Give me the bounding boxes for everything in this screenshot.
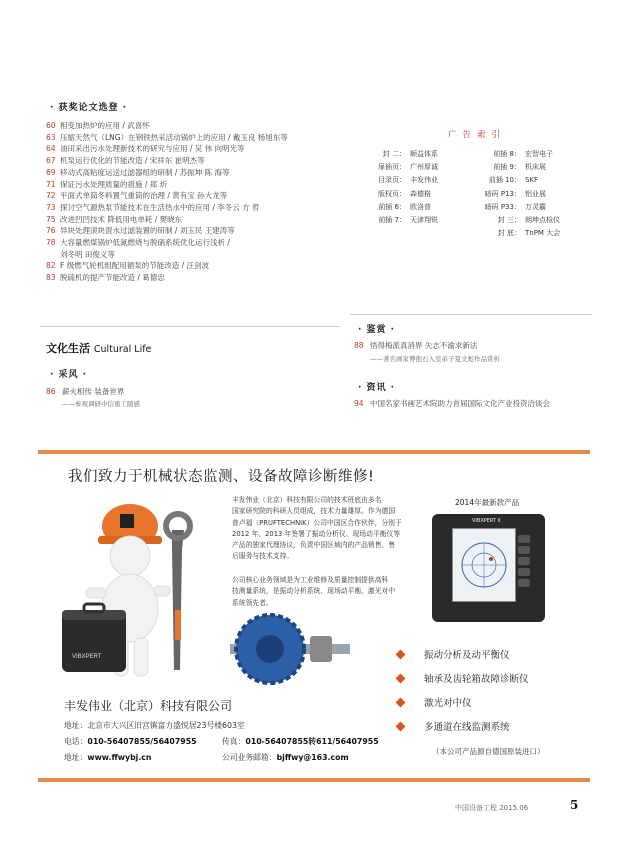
company-name: 丰发伟业（北京）科技有限公司 (64, 699, 233, 713)
service-item (397, 666, 529, 690)
ad-index-cell (362, 148, 477, 161)
toc-item (46, 120, 346, 132)
device-screen (452, 528, 516, 602)
diamond-bullet-icon (396, 697, 406, 707)
toc-title: 油田采出污水处理新技术的研究与应用 / 吴 伟 向明光等 (60, 144, 245, 154)
email-link[interactable]: bjffwy@163.com (276, 753, 349, 762)
zixun-item (354, 398, 550, 409)
company-business (232, 575, 428, 609)
toc-page: 72 (46, 191, 56, 201)
toc-title: 相变加热炉的应用 / 武喜怀 (60, 121, 150, 130)
ad-index-row (362, 201, 592, 214)
service-label: 激光对中仪 (424, 698, 472, 709)
ad-index-key: 扉插页： (378, 163, 406, 172)
toc-title: 压缩天然气（LNG）在钢铁热采活动锅炉上的应用 / 戴玉良 杨旭东等 (60, 132, 288, 142)
ad-index-key: 前插 8： (493, 150, 521, 158)
ad-index-row (362, 148, 592, 161)
ad-index-value: 朗坤点检仪 (525, 215, 560, 224)
address-line (64, 720, 245, 731)
toc-item (46, 249, 346, 261)
toc-title: 保证污水处理质量的措施 / 郑 炘 (60, 179, 168, 189)
ad-headline: 我们致力于机械状态监测、设备故障诊断维修! (68, 469, 375, 485)
toc-title: 改进凹凹技术 降低用电单耗 / 樊晓东 (60, 214, 183, 224)
ad-index-key: 前插 10： (488, 176, 521, 185)
ad-index-cell (477, 227, 592, 240)
caifeng-title: 薪火相传 装备世界 (62, 387, 125, 396)
ad-index-row (362, 188, 592, 201)
caifeng-heading: · 采风 · (50, 370, 88, 380)
toc-item (46, 225, 346, 237)
toc-page: 63 (46, 132, 56, 142)
service-item (397, 690, 529, 714)
ad-index-cell (477, 148, 592, 161)
toc-title: 刘冬明 田俊义等 (60, 249, 115, 259)
toc-page: 64 (46, 144, 56, 154)
product-label: 2014年最新款产品 (455, 498, 520, 507)
case-brand: VIBXPERT (72, 654, 102, 660)
toc-title: 移动式高粘度运送过滤器组的研制 / 苏振坤 陈 海等 (60, 167, 230, 177)
gear-shaft-illustration (230, 606, 350, 692)
ad-index-key: 目录页： (378, 176, 406, 185)
toc-page: 75 (46, 214, 56, 224)
ad-index-cell (477, 188, 592, 201)
toc-page: 78 (46, 238, 56, 248)
company-intro (232, 495, 428, 563)
zixun-title: 中国名家书画艺术院助力首届国际文化产业投资洽谈会 (370, 399, 550, 408)
ad-index-row (362, 227, 592, 240)
ad-index-grid (362, 148, 592, 240)
culture-title-en: Cultural Life (93, 344, 152, 355)
toc-item (46, 272, 346, 284)
jianshang-sub: ——著名画家傅抱石入室弟子夏文彪作品赏析 (370, 355, 500, 363)
ad-index-key: 前插 9： (493, 163, 521, 172)
divider-left (40, 326, 340, 327)
toc-item (46, 132, 346, 144)
toc-item (46, 260, 346, 272)
toc-page: 60 (46, 121, 56, 130)
ad-index-row (362, 161, 592, 174)
website-link[interactable]: www.ffwybj.cn (87, 753, 152, 762)
ad-index-row (362, 174, 592, 187)
web-line (64, 752, 151, 763)
toc-item (46, 179, 346, 191)
ad-index-value: 欧洛普 (410, 202, 431, 211)
paragraph-line: 2012 年、2013 年签署了振动分析仪、现场动平衡仪等 (232, 529, 401, 538)
email-line (222, 752, 349, 763)
ad-index-key: 封 三： (497, 215, 521, 224)
jianshang-page: 88 (354, 341, 364, 350)
ad-index-cell (362, 161, 477, 174)
culture-title-cn: 文化生活 (46, 342, 90, 355)
awards-heading: · 获奖论文选登 · (50, 103, 128, 113)
ad-index-cell (477, 161, 592, 174)
ad-bottom-bar (38, 778, 590, 782)
paragraph-line: 公司核心业务领域是为工业维修及质量控制提供高科 (232, 576, 389, 584)
phone: 010-56407855/56407955 (87, 737, 197, 746)
ad-index-key: 暗码 P13： (484, 189, 521, 198)
mascot-illustration (58, 490, 208, 690)
services-list (397, 642, 529, 738)
ad-index-key: 版权页： (378, 189, 406, 198)
service-item (397, 714, 529, 738)
divider-right (350, 314, 592, 315)
ad-index-cell (362, 188, 477, 201)
ad-index-cell (362, 227, 477, 240)
caifeng-item (46, 386, 124, 397)
ad-index-cell (362, 201, 477, 214)
address: 北京市大兴区旧宫镇富力盛悦居23号楼603室 (87, 721, 245, 730)
toc-page: 67 (46, 156, 56, 166)
ad-index-cell (362, 214, 477, 227)
diamond-bullet-icon (396, 649, 406, 659)
service-item (397, 642, 529, 666)
toc-item (46, 202, 346, 214)
ad-index-key: 前插 7： (378, 215, 406, 224)
toc-page: 76 (46, 226, 56, 236)
toc-page (46, 249, 60, 261)
caifeng-sub: ——参观调研中信重工随感 (62, 400, 140, 408)
ad-top-bar (38, 450, 590, 454)
caifeng-page: 86 (46, 387, 56, 396)
toc-item (46, 155, 346, 167)
toc-page: 82 (46, 261, 56, 271)
product-device (432, 514, 545, 622)
fax-label: 传真： (222, 737, 246, 746)
ad-index-value: 铝业展 (525, 189, 546, 198)
paragraph-line: 丰发伟业（北京）科技有限公司的技术班底由多名 (232, 496, 382, 504)
ad-index-value: TnPM 大会 (525, 229, 561, 238)
ad-index-value: SKF (525, 176, 539, 185)
ad-index-value: 丰发伟业 (410, 176, 438, 185)
email-label: 公司业务邮箱： (222, 753, 277, 762)
awards-list (46, 120, 346, 284)
ad-index-value: 广州厚诚 (410, 163, 438, 172)
ad-index-value: 万灵霸 (525, 202, 546, 211)
fax-line (222, 736, 379, 747)
ad-index-row (362, 214, 592, 227)
toc-page: 71 (46, 179, 56, 189)
jianshang-item (354, 340, 477, 351)
ad-index-key: 封 底： (497, 229, 521, 238)
paragraph-line: 国家研究院的科研人员组成，技术力量雄厚。作为德国 (232, 507, 396, 516)
services-note: （本公司产品源自德国原装进口） (432, 747, 545, 756)
toc-title: 探讨空气源热泵节能技术在生活热水中的应用 / 李冬云 方 哲 (60, 202, 260, 212)
toc-page: 73 (46, 202, 56, 212)
ad-index-value: 顺益体系 (410, 150, 438, 158)
ad-index-title: 广告索引 (447, 130, 506, 140)
toc-item (46, 167, 346, 179)
toc-title: 大容量燃煤锅炉低氮燃烧与脱硝系统优化运行浅析 / (60, 238, 230, 248)
toc-page: 69 (46, 167, 56, 177)
jianshang-heading: · 鉴赏 · (358, 325, 396, 335)
paragraph-line: 后服务与技术支持。 (232, 552, 294, 561)
fax: 010-56407855转611/56407955 (245, 737, 379, 746)
web-label: 地址： (64, 753, 88, 762)
ad-index-value: 森德格 (410, 189, 431, 198)
toc-item (46, 237, 346, 249)
ad-index-key: 暗码 P33： (484, 202, 521, 211)
zixun-page: 94 (354, 399, 364, 408)
toc-page: 83 (46, 273, 56, 283)
diamond-bullet-icon (396, 721, 406, 731)
ad-index-key: 前插 6： (378, 202, 406, 211)
paragraph-line: 技测量系统，是振动分析系统、现场动平衡、激光对中 (232, 587, 396, 596)
toc-title: 脱硫机的提产节能改造 / 葛德忠 (60, 273, 165, 283)
ad-index-key (362, 227, 410, 240)
service-label: 振动分析及动平衡仪 (424, 650, 510, 661)
phone-label: 电话： (64, 737, 88, 746)
wrench (172, 530, 184, 670)
service-label: 轴承及齿轮箱故障诊断仪 (424, 674, 529, 685)
jianshang-title: 悟得梅派真消界 矢志不渝求新法 (370, 341, 478, 350)
device-keypad (518, 532, 536, 590)
paragraph-line: 产品的独家代理协议，负责中国区域内的产品销售、售 (232, 541, 396, 550)
diamond-bullet-icon (396, 673, 406, 683)
ad-index-value: 宏智电子 (525, 150, 553, 158)
zixun-heading: · 资讯 · (358, 383, 396, 393)
toc-title: 异块处理滚块混水过滤装置的研制 / 刘玉民 王建涛等 (60, 226, 235, 236)
journal-footer: 中国设备工程 2015.06 (455, 804, 529, 812)
paragraph-line: 普卢福（PRUFTECHNIK）公司中国区合作伙伴，分别于 (232, 518, 402, 527)
ad-index-key: 封 二： (382, 150, 406, 158)
toc-item (46, 214, 346, 226)
paragraph-line: 系统领先者。 (232, 598, 273, 607)
device-brand: VIBXPERT II (472, 518, 501, 524)
ad-index-value: 机床展 (525, 163, 546, 172)
ad-index-cell (477, 174, 592, 187)
toc-title: 机泵运行优化的节能改造 / 宋祥东 崔明杰等 (60, 156, 205, 166)
phone-line (64, 736, 197, 747)
page-number: 5 (570, 798, 579, 812)
toc-title: F 级燃气轮机组配用循泵的节能改造 / 汪剑波 (60, 261, 209, 271)
culture-title (46, 340, 151, 356)
ad-index-value: 天津翔锐 (410, 215, 438, 224)
address-label: 地址： (64, 721, 88, 730)
ad-index-cell (477, 214, 592, 227)
toc-item (46, 190, 346, 202)
toc-title: 平面式单筒冬料置气重筒的治理 / 黄有宝 孙大龙等 (60, 191, 228, 201)
ad-index-cell (362, 174, 477, 187)
service-label: 多通道在线监测系统 (424, 722, 510, 733)
ad-index-cell (477, 201, 592, 214)
toc-item (46, 143, 346, 155)
